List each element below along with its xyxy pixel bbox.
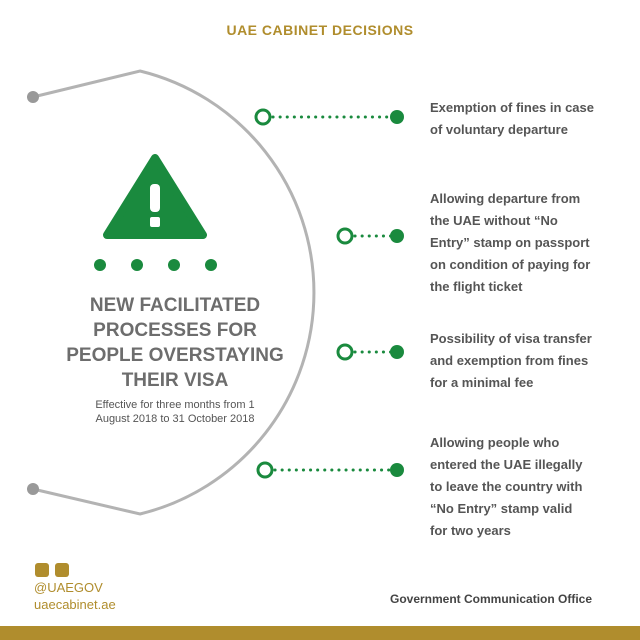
item-line: Possibility of visa transfer bbox=[430, 331, 592, 346]
item-line: for two years bbox=[430, 523, 511, 538]
item-line: Allowing people who bbox=[430, 435, 560, 450]
item-1-text bbox=[430, 97, 594, 141]
item-line: to leave the country with bbox=[430, 479, 583, 494]
effective-dates bbox=[62, 398, 288, 426]
decorative-dots bbox=[94, 259, 217, 271]
arc-end-bottom bbox=[27, 483, 39, 495]
item-line: on condition of paying for bbox=[430, 257, 591, 272]
connector-1 bbox=[256, 110, 404, 124]
subtitle-line: August 2018 to 31 October 2018 bbox=[95, 413, 255, 425]
government-office: Government Communication Office bbox=[390, 592, 593, 606]
warning-icon bbox=[107, 158, 203, 235]
item-line: entered the UAE illegally bbox=[430, 457, 583, 472]
item-3-text bbox=[430, 328, 592, 394]
connector-4 bbox=[258, 463, 404, 477]
item-line: Entry” stamp on passport bbox=[430, 235, 590, 250]
item-line: Exemption of fines in case bbox=[430, 100, 594, 115]
item-2-text bbox=[430, 188, 590, 298]
main-title-line: NEW FACILITATED bbox=[89, 295, 261, 316]
main-title bbox=[50, 293, 300, 393]
subtitle-line: Effective for three months from 1 bbox=[95, 399, 255, 411]
item-line: Allowing departure from bbox=[430, 191, 581, 206]
item-4-text bbox=[430, 432, 582, 542]
connector-2 bbox=[338, 229, 404, 243]
item-line: the UAE without “No bbox=[430, 213, 558, 228]
header-title: UAE CABINET DECISIONS bbox=[226, 22, 414, 38]
footer-bar bbox=[0, 626, 640, 640]
connector-3 bbox=[338, 345, 404, 359]
item-line: for a minimal fee bbox=[430, 375, 534, 390]
item-line: “No Entry” stamp valid bbox=[430, 501, 573, 516]
main-title-line: THEIR VISA bbox=[121, 370, 229, 391]
youtube-icon[interactable] bbox=[55, 563, 69, 577]
item-line: and exemption from fines bbox=[430, 353, 589, 368]
item-line: of voluntary departure bbox=[430, 122, 568, 137]
main-title-line: PEOPLE OVERSTAYING bbox=[66, 345, 284, 366]
social-icons bbox=[35, 563, 69, 577]
instagram-icon[interactable] bbox=[35, 563, 49, 577]
main-title-line: PROCESSES FOR bbox=[93, 320, 257, 341]
item-line: the flight ticket bbox=[430, 279, 523, 294]
arc-end-top bbox=[27, 91, 39, 103]
social-handle[interactable]: @UAEGOV bbox=[34, 580, 103, 595]
website-link[interactable]: uaecabinet.ae bbox=[34, 597, 116, 612]
